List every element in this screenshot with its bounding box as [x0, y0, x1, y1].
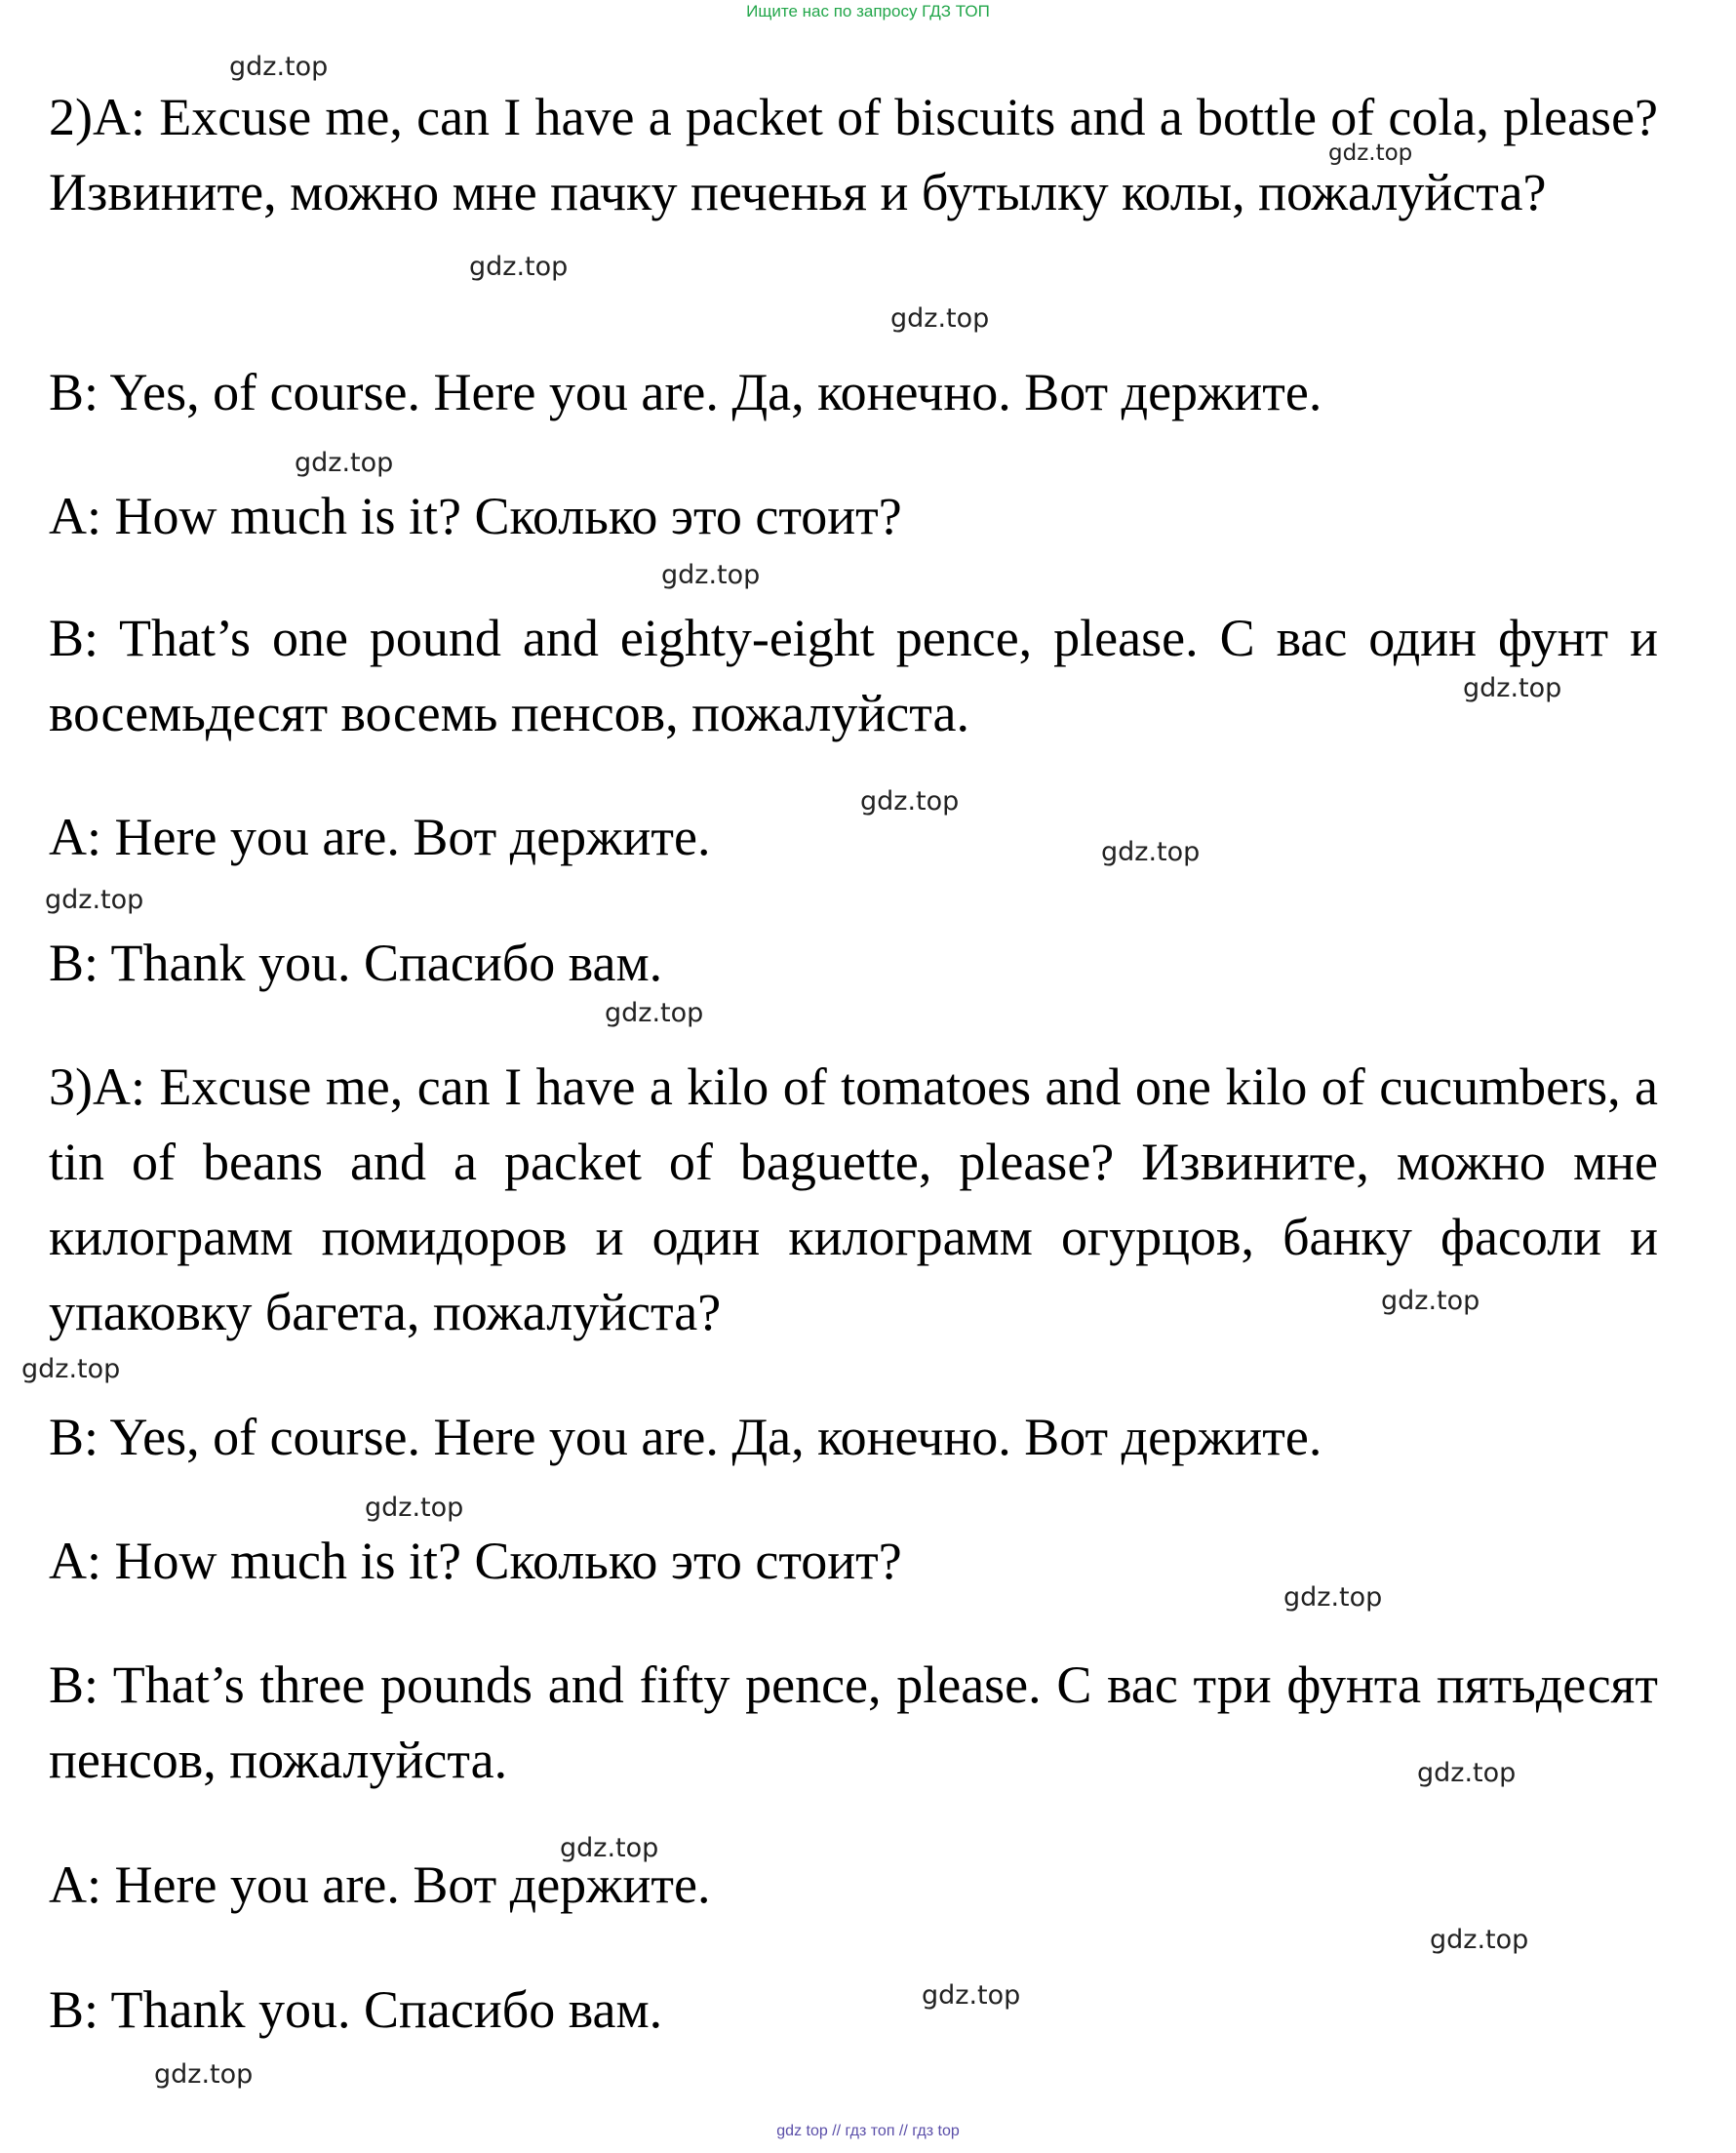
watermark: gdz.top: [154, 2059, 254, 2090]
watermark: gdz.top: [560, 1833, 659, 1863]
watermark: gdz.top: [1328, 140, 1413, 166]
dialogue-2-line-3: A: How much is it? Сколько это стоит?: [49, 487, 902, 545]
watermark: gdz.top: [1101, 837, 1201, 867]
watermark: gdz.top: [1381, 1286, 1480, 1316]
watermark: gdz.top: [922, 1980, 1021, 2011]
watermark: gdz.top: [469, 252, 569, 282]
dialogue-3-line-3: A: How much is it? Сколько это стоит?: [49, 1532, 902, 1590]
watermark: gdz.top: [661, 560, 761, 590]
dialogue-2-line-1: 2)A: Excuse me, can I have a packet of biscuits and a bottle of cola, please? Извините, можно мне пачку печенья и бутылку колы, пожалуйста?: [49, 88, 1658, 221]
watermark: gdz.top: [890, 303, 990, 334]
watermark: gdz.top: [860, 786, 960, 817]
watermark: gdz.top: [1430, 1925, 1529, 1955]
footer-watermark: gdz top // гдз топ // гдз top: [776, 2123, 960, 2139]
dialogue-3-line-1: 3)A: Excuse me, can I have a kilo of tomatoes and one kilo of cucumbers, a tin of beans and a packet of baguette, please? Извините, можно мне килограмм помидоров и один килограмм огурцов, банку фасоли и упаковку багета, пожалуйста?: [49, 1057, 1658, 1341]
watermark: gdz.top: [45, 885, 144, 915]
dialogue-2-line-2: B: Yes, of course. Here you are. Да, конечно. Вот держите.: [49, 363, 1322, 421]
watermark: gdz.top: [21, 1354, 121, 1384]
dialogue-3-line-2: B: Yes, of course. Here you are. Да, конечно. Вот держите.: [49, 1408, 1322, 1466]
watermark: gdz.top: [1283, 1582, 1383, 1613]
watermark: gdz.top: [295, 448, 394, 478]
watermark: gdz.top: [605, 998, 704, 1028]
watermark: gdz.top: [1417, 1758, 1517, 1788]
watermark: gdz.top: [365, 1493, 464, 1523]
dialogue-3-line-4: B: That’s three pounds and fifty pence, please. С вас три фунта пятьдесят пенсов, пожалуйста.: [49, 1655, 1658, 1789]
watermark: gdz.top: [1463, 673, 1562, 703]
dialogue-2-line-4: B: That’s one pound and eighty-eight pence, please. С вас один фунт и восемьдесят восемь пенсов, пожалуйста.: [49, 609, 1658, 742]
dialogue-2-line-6: B: Thank you. Спасибо вам.: [49, 934, 663, 992]
dialogue-2-line-5: A: Here you are. Вот держите.: [49, 808, 711, 866]
watermark: gdz.top: [229, 52, 329, 82]
dialogue-3-line-5: A: Here you are. Вот держите.: [49, 1855, 711, 1914]
header-search-hint: Ищите нас по запросу ГДЗ ТОП: [746, 2, 990, 20]
dialogue-3-line-6: B: Thank you. Спасибо вам.: [49, 1980, 663, 2039]
